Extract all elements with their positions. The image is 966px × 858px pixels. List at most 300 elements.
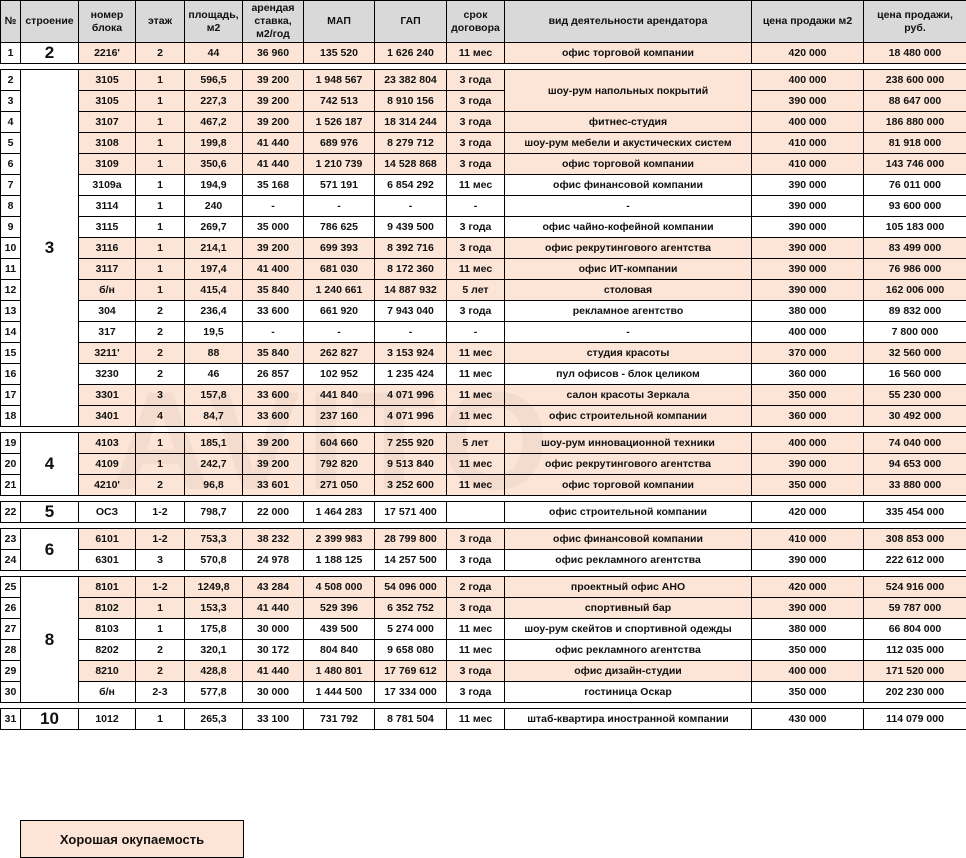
cell-floor: 1 — [136, 133, 185, 154]
cell-block: 6301 — [79, 550, 136, 571]
cell-area: 88 — [185, 343, 243, 364]
table-row — [1, 364, 966, 385]
cell-rate: 30 172 — [243, 640, 304, 661]
cell-block: 3105 — [79, 70, 136, 91]
table-row — [1, 301, 966, 322]
cell-term: 3 года — [447, 217, 505, 238]
table-row — [1, 133, 966, 154]
row-number: 7 — [1, 175, 21, 196]
cell-rate: 43 284 — [243, 577, 304, 598]
cell-price: 66 804 000 — [864, 619, 966, 640]
cell-map: 571 191 — [304, 175, 375, 196]
table-row — [1, 238, 966, 259]
cell-activity: офис чайно-кофейной компании — [505, 217, 752, 238]
table-row — [1, 70, 966, 91]
row-number: 6 — [1, 154, 21, 175]
cell-term: 3 года — [447, 529, 505, 550]
cell-block: 3108 — [79, 133, 136, 154]
cell-floor: 2 — [136, 322, 185, 343]
cell-map: 1 464 283 — [304, 502, 375, 523]
cell-map: 262 827 — [304, 343, 375, 364]
cell-block: 3401 — [79, 406, 136, 427]
cell-area: 428,8 — [185, 661, 243, 682]
cell-map: 102 952 — [304, 364, 375, 385]
cell-term: 5 лет — [447, 280, 505, 301]
cell-area: 1249,8 — [185, 577, 243, 598]
cell-map: 1 240 661 — [304, 280, 375, 301]
cell-price: 76 986 000 — [864, 259, 966, 280]
cell-floor: 2 — [136, 661, 185, 682]
row-number: 27 — [1, 619, 21, 640]
cell-area: 320,1 — [185, 640, 243, 661]
row-number: 23 — [1, 529, 21, 550]
cell-map: 786 625 — [304, 217, 375, 238]
row-number: 3 — [1, 91, 21, 112]
cell-block: 2216' — [79, 43, 136, 64]
cell-floor: 1 — [136, 154, 185, 175]
cell-block: б/н — [79, 280, 136, 301]
cell-activity: офис дизайн-студии — [505, 661, 752, 682]
cell-price: 105 183 000 — [864, 217, 966, 238]
cell-gap: 3 153 924 — [375, 343, 447, 364]
cell-price-m2: 390 000 — [752, 280, 864, 301]
cell-activity: офис финансовой компании — [505, 175, 752, 196]
cell-area: 240 — [185, 196, 243, 217]
cell-price-m2: 400 000 — [752, 433, 864, 454]
cell-map: 731 792 — [304, 709, 375, 730]
table-row — [1, 619, 966, 640]
table-row — [1, 406, 966, 427]
cell-rate: 35 000 — [243, 217, 304, 238]
cell-rate: 41 440 — [243, 133, 304, 154]
cell-map: 792 820 — [304, 454, 375, 475]
cell-rate: 39 200 — [243, 433, 304, 454]
cell-price-m2: 400 000 — [752, 661, 864, 682]
cell-floor: 1 — [136, 598, 185, 619]
cell-price: 202 230 000 — [864, 682, 966, 703]
cell-price: 94 653 000 — [864, 454, 966, 475]
cell-activity: - — [505, 322, 752, 343]
cell-block: 6101 — [79, 529, 136, 550]
header-cell: срок договора — [447, 1, 505, 43]
cell-term: 3 года — [447, 112, 505, 133]
cell-term: 11 мес — [447, 364, 505, 385]
cell-activity: офис торговой компании — [505, 475, 752, 496]
cell-block: ОСЗ — [79, 502, 136, 523]
cell-price: 114 079 000 — [864, 709, 966, 730]
cell-block: 8202 — [79, 640, 136, 661]
cell-area: 798,7 — [185, 502, 243, 523]
table-row — [1, 661, 966, 682]
cell-area: 570,8 — [185, 550, 243, 571]
cell-term: 3 года — [447, 133, 505, 154]
cell-term: 11 мес — [447, 475, 505, 496]
cell-term: 2 года — [447, 577, 505, 598]
row-number: 15 — [1, 343, 21, 364]
cell-rate: 35 840 — [243, 280, 304, 301]
row-number: 25 — [1, 577, 21, 598]
table-row — [1, 433, 966, 454]
cell-activity: шоу-рум мебели и акустических систем — [505, 133, 752, 154]
cell-gap: 6 854 292 — [375, 175, 447, 196]
cell-block: 304 — [79, 301, 136, 322]
cell-block: 3211' — [79, 343, 136, 364]
cell-area: 157,8 — [185, 385, 243, 406]
cell-gap: 17 334 000 — [375, 682, 447, 703]
cell-activity: пул офисов - блок целиком — [505, 364, 752, 385]
cell-floor: 2 — [136, 640, 185, 661]
cell-area: 227,3 — [185, 91, 243, 112]
cell-rate: 39 200 — [243, 112, 304, 133]
cell-gap: 17 769 612 — [375, 661, 447, 682]
cell-gap: 8 172 360 — [375, 259, 447, 280]
cell-area: 577,8 — [185, 682, 243, 703]
cell-map: - — [304, 196, 375, 217]
cell-map: 237 160 — [304, 406, 375, 427]
cell-floor: 4 — [136, 406, 185, 427]
header-cell: вид деятельности арендатора — [505, 1, 752, 43]
cell-area: 44 — [185, 43, 243, 64]
cell-map: 4 508 000 — [304, 577, 375, 598]
cell-price-m2: 390 000 — [752, 259, 864, 280]
table-row — [1, 343, 966, 364]
cell-area: 415,4 — [185, 280, 243, 301]
cell-gap: 9 513 840 — [375, 454, 447, 475]
cell-gap: - — [375, 322, 447, 343]
table-row — [1, 502, 966, 523]
row-number: 26 — [1, 598, 21, 619]
cell-block: 317 — [79, 322, 136, 343]
cell-price-m2: 350 000 — [752, 475, 864, 496]
cell-gap: 4 071 996 — [375, 406, 447, 427]
table-row — [1, 385, 966, 406]
cell-map: 681 030 — [304, 259, 375, 280]
cell-block: 8103 — [79, 619, 136, 640]
cell-block: 3116 — [79, 238, 136, 259]
cell-floor: 2 — [136, 43, 185, 64]
cell-term: - — [447, 196, 505, 217]
cell-activity: офис ИТ-компании — [505, 259, 752, 280]
cell-floor: 1 — [136, 433, 185, 454]
cell-map: 742 513 — [304, 91, 375, 112]
cell-term: 3 года — [447, 301, 505, 322]
table-row — [1, 640, 966, 661]
cell-rate: 36 960 — [243, 43, 304, 64]
cell-map: - — [304, 322, 375, 343]
cell-rate: 24 978 — [243, 550, 304, 571]
cell-term: 3 года — [447, 682, 505, 703]
cell-area: 596,5 — [185, 70, 243, 91]
cell-term: 3 года — [447, 70, 505, 91]
cell-floor: 1 — [136, 112, 185, 133]
cell-floor: 2 — [136, 475, 185, 496]
cell-map: 689 976 — [304, 133, 375, 154]
cell-area: 185,1 — [185, 433, 243, 454]
cell-gap: 17 571 400 — [375, 502, 447, 523]
cell-block: 3107 — [79, 112, 136, 133]
cell-floor: 2 — [136, 343, 185, 364]
row-number: 4 — [1, 112, 21, 133]
cell-price-m2: 390 000 — [752, 238, 864, 259]
cell-map: 1 210 739 — [304, 154, 375, 175]
row-number: 16 — [1, 364, 21, 385]
cell-rate: 41 400 — [243, 259, 304, 280]
table-row — [1, 682, 966, 703]
cell-activity: офис рекламного агентства — [505, 640, 752, 661]
cell-price-m2: 380 000 — [752, 301, 864, 322]
cell-area: 236,4 — [185, 301, 243, 322]
cell-term: 5 лет — [447, 433, 505, 454]
cell-block: 4109 — [79, 454, 136, 475]
cell-gap: 23 382 804 — [375, 70, 447, 91]
table-row — [1, 112, 966, 133]
cell-price: 222 612 000 — [864, 550, 966, 571]
table-row — [1, 709, 966, 730]
row-number: 30 — [1, 682, 21, 703]
cell-floor: 1 — [136, 259, 185, 280]
cell-gap: 14 887 932 — [375, 280, 447, 301]
table-row — [1, 280, 966, 301]
cell-rate: 33 601 — [243, 475, 304, 496]
cell-rate: 26 857 — [243, 364, 304, 385]
table-row — [1, 175, 966, 196]
row-number: 2 — [1, 70, 21, 91]
cell-price-m2: 400 000 — [752, 112, 864, 133]
row-number: 28 — [1, 640, 21, 661]
cell-area: 153,3 — [185, 598, 243, 619]
cell-activity: штаб-квартира иностранной компании — [505, 709, 752, 730]
cell-price: 59 787 000 — [864, 598, 966, 619]
header-cell: № — [1, 1, 21, 43]
cell-price-m2: 390 000 — [752, 217, 864, 238]
row-number: 19 — [1, 433, 21, 454]
cell-price: 76 011 000 — [864, 175, 966, 196]
cell-activity: салон красоты Зеркала — [505, 385, 752, 406]
cell-price: 238 600 000 — [864, 70, 966, 91]
cell-rate: 33 600 — [243, 385, 304, 406]
cell-price-m2: 420 000 — [752, 577, 864, 598]
header-cell: цена продажи м2 — [752, 1, 864, 43]
cell-price-m2: 390 000 — [752, 91, 864, 112]
cell-floor: 3 — [136, 550, 185, 571]
cell-rate: 33 100 — [243, 709, 304, 730]
cell-price-m2: 350 000 — [752, 640, 864, 661]
cell-price: 74 040 000 — [864, 433, 966, 454]
cell-rate: 38 232 — [243, 529, 304, 550]
cell-map: 135 520 — [304, 43, 375, 64]
cell-block: 3117 — [79, 259, 136, 280]
cell-term: 3 года — [447, 661, 505, 682]
cell-term: - — [447, 322, 505, 343]
cell-area: 84,7 — [185, 406, 243, 427]
header-cell: ГАП — [375, 1, 447, 43]
cell-block: 3109 — [79, 154, 136, 175]
cell-gap: 14 257 500 — [375, 550, 447, 571]
cell-activity: фитнес-студия — [505, 112, 752, 133]
row-number: 20 — [1, 454, 21, 475]
cell-term: 11 мес — [447, 343, 505, 364]
row-number: 5 — [1, 133, 21, 154]
cell-area: 350,6 — [185, 154, 243, 175]
cell-activity: гостиница Оскар — [505, 682, 752, 703]
cell-area: 269,7 — [185, 217, 243, 238]
cell-map: 271 050 — [304, 475, 375, 496]
cell-rate: 41 440 — [243, 661, 304, 682]
cell-activity: рекламное агентство — [505, 301, 752, 322]
header-cell: строение — [21, 1, 79, 43]
cell-activity: проектный офис АНО — [505, 577, 752, 598]
cell-price-m2: 350 000 — [752, 385, 864, 406]
cell-price-m2: 390 000 — [752, 196, 864, 217]
cell-price: 7 800 000 — [864, 322, 966, 343]
cell-floor: 1 — [136, 217, 185, 238]
header-cell: этаж — [136, 1, 185, 43]
cell-block: б/н — [79, 682, 136, 703]
cell-block: 3115 — [79, 217, 136, 238]
cell-gap: 9 439 500 — [375, 217, 447, 238]
cell-price: 18 480 000 — [864, 43, 966, 64]
cell-area: 753,3 — [185, 529, 243, 550]
cell-activity: - — [505, 196, 752, 217]
cell-price-m2: 360 000 — [752, 364, 864, 385]
cell-map: 441 840 — [304, 385, 375, 406]
cell-price-m2: 380 000 — [752, 619, 864, 640]
cell-floor: 1 — [136, 196, 185, 217]
building-number: 10 — [21, 709, 79, 730]
cell-activity: шоу-рум напольных покрытий — [505, 70, 752, 112]
cell-gap: 9 658 080 — [375, 640, 447, 661]
cell-price: 89 832 000 — [864, 301, 966, 322]
cell-term: 3 года — [447, 550, 505, 571]
cell-area: 199,8 — [185, 133, 243, 154]
building-number: 6 — [21, 529, 79, 571]
cell-activity: офис торговой компании — [505, 43, 752, 64]
cell-gap: 28 799 800 — [375, 529, 447, 550]
header-cell: МАП — [304, 1, 375, 43]
cell-map: 529 396 — [304, 598, 375, 619]
table-row — [1, 43, 966, 64]
cell-map: 699 393 — [304, 238, 375, 259]
cell-rate: 30 000 — [243, 682, 304, 703]
cell-map: 604 660 — [304, 433, 375, 454]
cell-price: 30 492 000 — [864, 406, 966, 427]
cell-rate: 39 200 — [243, 454, 304, 475]
cell-floor: 1 — [136, 238, 185, 259]
cell-price-m2: 390 000 — [752, 598, 864, 619]
building-number: 3 — [21, 70, 79, 427]
cell-price: 88 647 000 — [864, 91, 966, 112]
row-number: 1 — [1, 43, 21, 64]
header-row — [1, 1, 966, 43]
cell-map: 1 444 500 — [304, 682, 375, 703]
cell-block: 1012 — [79, 709, 136, 730]
cell-map: 1 188 125 — [304, 550, 375, 571]
cell-activity: офис рекрутингового агентства — [505, 454, 752, 475]
cell-area: 197,4 — [185, 259, 243, 280]
cell-rate: 39 200 — [243, 91, 304, 112]
cell-gap: 1 235 424 — [375, 364, 447, 385]
cell-floor: 2 — [136, 301, 185, 322]
row-number: 17 — [1, 385, 21, 406]
table-row — [1, 529, 966, 550]
cell-activity: офис рекрутингового агентства — [505, 238, 752, 259]
cell-area: 194,9 — [185, 175, 243, 196]
cell-floor: 2-3 — [136, 682, 185, 703]
cell-activity: студия красоты — [505, 343, 752, 364]
cell-map: 2 399 983 — [304, 529, 375, 550]
cell-price: 308 853 000 — [864, 529, 966, 550]
row-number: 12 — [1, 280, 21, 301]
cell-rate: 33 600 — [243, 301, 304, 322]
cell-area: 46 — [185, 364, 243, 385]
cell-activity: шоу-рум скейтов и спортивной одежды — [505, 619, 752, 640]
cell-block: 8102 — [79, 598, 136, 619]
cell-gap: 3 252 600 — [375, 475, 447, 496]
cell-rate: 39 200 — [243, 238, 304, 259]
cell-price: 171 520 000 — [864, 661, 966, 682]
cell-rate: 41 440 — [243, 154, 304, 175]
cell-term — [447, 502, 505, 523]
cell-rate: - — [243, 196, 304, 217]
legend-label: Хорошая окупаемость — [59, 831, 205, 847]
cell-map: 1 948 567 — [304, 70, 375, 91]
cell-floor: 1 — [136, 70, 185, 91]
row-number: 10 — [1, 238, 21, 259]
cell-price: 143 746 000 — [864, 154, 966, 175]
table-row — [1, 454, 966, 475]
cell-price: 112 035 000 — [864, 640, 966, 661]
table-row — [1, 550, 966, 571]
cell-area: 467,2 — [185, 112, 243, 133]
cell-price-m2: 390 000 — [752, 454, 864, 475]
cell-gap: - — [375, 196, 447, 217]
cell-block: 3230 — [79, 364, 136, 385]
cell-term: 11 мес — [447, 406, 505, 427]
cell-rate: 30 000 — [243, 619, 304, 640]
row-number: 22 — [1, 502, 21, 523]
cell-floor: 3 — [136, 385, 185, 406]
table-row — [1, 475, 966, 496]
cell-block: 4210' — [79, 475, 136, 496]
cell-map: 661 920 — [304, 301, 375, 322]
table-row — [1, 154, 966, 175]
cell-price-m2: 430 000 — [752, 709, 864, 730]
cell-floor: 2 — [136, 364, 185, 385]
cell-block: 3114 — [79, 196, 136, 217]
row-number: 21 — [1, 475, 21, 496]
cell-gap: 14 528 868 — [375, 154, 447, 175]
cell-activity: офис рекламного агентства — [505, 550, 752, 571]
cell-price: 55 230 000 — [864, 385, 966, 406]
cell-gap: 8 392 716 — [375, 238, 447, 259]
cell-price: 33 880 000 — [864, 475, 966, 496]
cell-price-m2: 370 000 — [752, 343, 864, 364]
row-number: 13 — [1, 301, 21, 322]
cell-price: 83 499 000 — [864, 238, 966, 259]
cell-rate: 35 840 — [243, 343, 304, 364]
cell-price: 81 918 000 — [864, 133, 966, 154]
cell-block: 8101 — [79, 577, 136, 598]
cell-map: 804 840 — [304, 640, 375, 661]
cell-price-m2: 350 000 — [752, 682, 864, 703]
cell-floor: 1 — [136, 91, 185, 112]
table-row — [1, 598, 966, 619]
cell-floor: 1 — [136, 619, 185, 640]
header-cell: номер блока — [79, 1, 136, 43]
cell-floor: 1 — [136, 175, 185, 196]
cell-gap: 8 910 156 — [375, 91, 447, 112]
cell-term: 11 мес — [447, 709, 505, 730]
